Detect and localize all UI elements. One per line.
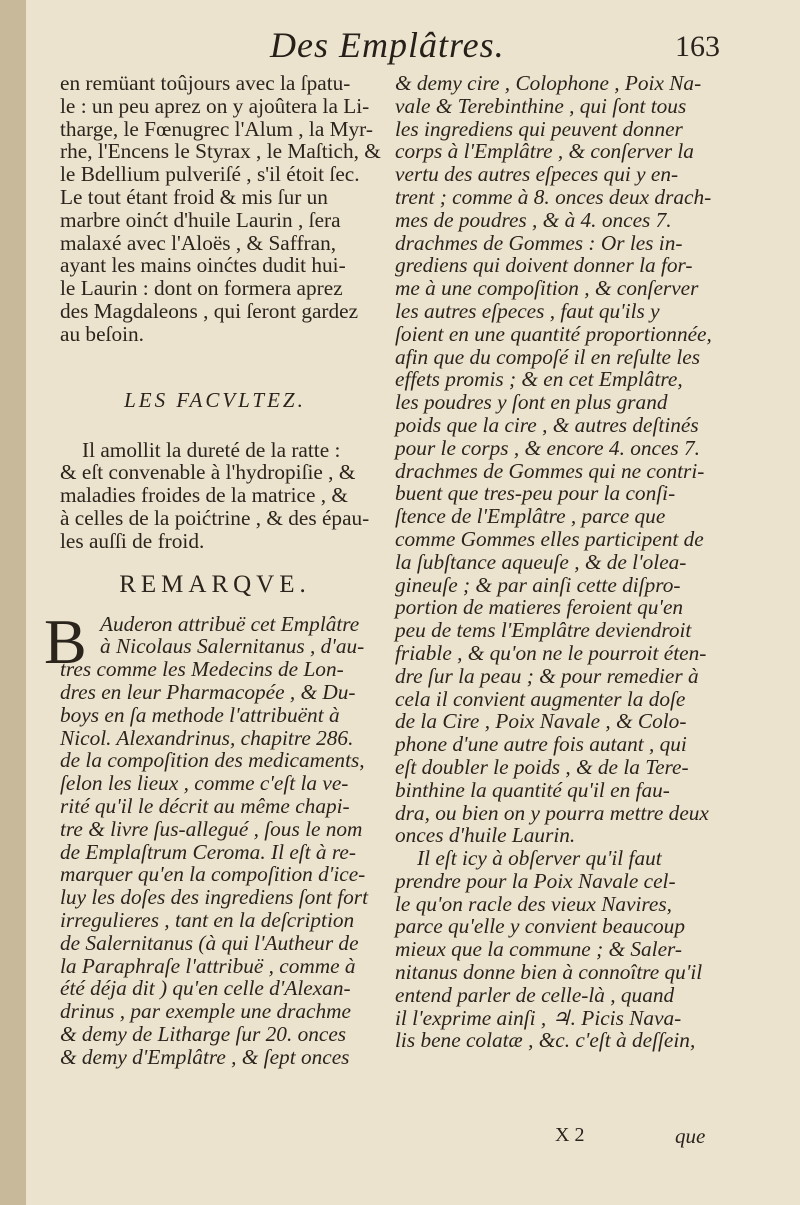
remarque-block bbox=[44, 605, 370, 1069]
text-line: lis bene colatæ , &c. c'eſt à deſſein, bbox=[395, 1028, 696, 1053]
text-line: il l'exprime ainſi , ♃. Picis Nava- bbox=[395, 1005, 682, 1030]
text-line: Le tout étant froid & mis ſur un bbox=[60, 184, 328, 209]
text-line: friable , & qu'on ne le pourroit éten- bbox=[395, 640, 707, 665]
text-line: Nicol. Alexandrinus, chapitre 286. bbox=[60, 725, 354, 750]
facultez-heading: LES FACVLTEZ. bbox=[124, 387, 306, 412]
text-line: ſtence de l'Emplâtre , parce que bbox=[395, 504, 666, 529]
text-line: les auſſi de froid. bbox=[60, 528, 205, 553]
text-line: trent ; comme à 8. onces deux drach- bbox=[395, 184, 712, 209]
text-line: & eſt convenable à l'hydropiſie , & bbox=[60, 460, 356, 485]
text-line: cela il convient augmenter la doſe bbox=[395, 686, 686, 711]
text-line: portion de matieres feroient qu'en bbox=[395, 595, 684, 620]
text-line: drachmes de Gommes : Or les in- bbox=[395, 230, 683, 255]
text-line: de la compoſition des medicaments, bbox=[60, 748, 365, 773]
text-line: drinus , par exemple une drachme bbox=[60, 999, 351, 1024]
text-line: rité qu'il le décrit au même chapi- bbox=[60, 793, 350, 818]
left-column bbox=[44, 71, 381, 1069]
text-line: de Salernitanus (à qui l'Autheur de bbox=[60, 930, 359, 955]
text-line: phone d'une autre fois autant , qui bbox=[395, 732, 687, 757]
text-line: rhe, l'Encens le Styrax , le Maſtich, & bbox=[60, 139, 381, 164]
text-line: tharge, le Fœnugrec l'Alum , la Myr- bbox=[60, 116, 373, 141]
binding-gutter bbox=[0, 0, 26, 1205]
text-line: en remüant toûjours avec la ſpatu- bbox=[60, 71, 351, 95]
text-line: afin que du compoſé il en reſulte les bbox=[395, 344, 700, 369]
remarque-paragraph bbox=[60, 613, 370, 1069]
text-line: tres comme les Medecins de Lon- bbox=[60, 657, 344, 682]
page-number: 163 bbox=[675, 30, 720, 63]
text-line: été déja dit ) qu'en celle d'Alexan- bbox=[60, 976, 351, 1001]
text-line: buent que tres-peu pour la conſi- bbox=[395, 481, 676, 506]
text-line: Auderon attribuë cet Emplâtre bbox=[100, 611, 360, 636]
text-line: gineuſe ; & par ainſi cette diſpro- bbox=[395, 572, 681, 597]
right-column bbox=[395, 72, 740, 1052]
text-line: me à une compoſition , & conſerver bbox=[395, 276, 699, 301]
text-line: les autres eſpeces , faut qu'ils y bbox=[395, 298, 660, 323]
text-line: le : un peu aprez on y ajoûtera la Li- bbox=[60, 93, 370, 118]
remarque-heading: REMARQVE. bbox=[119, 570, 311, 598]
text-line: peu de tems l'Emplâtre deviendroit bbox=[395, 618, 692, 643]
intro-paragraph bbox=[60, 71, 381, 346]
text-line: pour le corps , & encore 4. onces 7. bbox=[395, 435, 700, 460]
text-line: vertu des autres eſpeces qui y en- bbox=[395, 162, 679, 187]
text-line: tre & livre ſus-allegué , ſous le nom bbox=[60, 816, 363, 841]
text-line: prendre pour la Poix Navale cel- bbox=[395, 868, 676, 893]
text-line: dres en leur Pharmacopée , & Du- bbox=[60, 679, 356, 704]
running-head: Des Emplâtres. bbox=[270, 25, 505, 65]
text-line: de la Cire , Poix Navale , & Colo- bbox=[395, 709, 687, 734]
facultez-paragraph bbox=[60, 439, 370, 553]
text-line: parce qu'elle y convient beaucoup bbox=[395, 914, 685, 939]
right-paragraph-1 bbox=[395, 72, 740, 847]
text-line: à celles de la poićtrine , & des épau- bbox=[60, 505, 370, 530]
text-line: mieux que la commune ; & Saler- bbox=[395, 937, 682, 962]
text-line: ſoient en une quantité proportionnée, bbox=[395, 321, 712, 346]
text-line: marquer qu'en la compoſition d'ice- bbox=[60, 862, 366, 887]
text-line: la ſubſtance aqueuſe , & de l'olea- bbox=[395, 549, 687, 574]
drop-cap: B bbox=[44, 605, 87, 677]
signature-mark: X 2 bbox=[555, 1124, 585, 1146]
text-line: binthine la quantité qu'il en fau- bbox=[395, 777, 670, 802]
text-line: les poudres y ſont en plus grand bbox=[395, 390, 668, 415]
text-line: drachmes de Gommes qui ne contri- bbox=[395, 458, 705, 483]
text-line: ayant les mains oinćtes dudit hui- bbox=[60, 253, 346, 278]
text-line: dre ſur la peau ; & pour remedier à bbox=[395, 663, 699, 688]
catchword: que bbox=[675, 1124, 706, 1148]
text-line: boys en ſa methode l'attribuënt à bbox=[60, 702, 340, 727]
text-line: le qu'on racle des vieux Navires, bbox=[395, 891, 672, 916]
text-line: onces d'huile Laurin. bbox=[395, 823, 576, 848]
text-line: dra, ou bien on y pourra mettre deux bbox=[395, 800, 709, 825]
text-line: des Magdaleons , qui ſeront gardez bbox=[60, 298, 359, 323]
text-line: entend parler de celle-là , quand bbox=[395, 982, 675, 1007]
right-paragraph-2 bbox=[395, 847, 740, 1052]
text-line: le Bdellium pulveriſé , s'il étoit ſec. bbox=[60, 162, 360, 187]
text-line: eſt doubler le poids , & de la Tere- bbox=[395, 754, 689, 779]
text-line: les ingrediens qui peuvent donner bbox=[395, 116, 683, 141]
text-line: luy les doſes des ingrediens ſont fort bbox=[60, 885, 368, 910]
text-line: corps à l'Emplâtre , & conſerver la bbox=[395, 139, 694, 164]
text-line: à Nicolaus Salernitanus , d'au- bbox=[100, 634, 365, 659]
text-line: au beſoin. bbox=[60, 321, 144, 346]
text-line: marbre oinćt d'huile Laurin , ſera bbox=[60, 207, 341, 232]
text-line: ſelon les lieux , comme c'eſt la ve- bbox=[60, 771, 349, 796]
text-line: effets promis ; & en cet Emplâtre, bbox=[395, 367, 683, 392]
text-line: mes de poudres , & à 4. onces 7. bbox=[395, 207, 672, 232]
text-line: Il eſt icy à obſerver qu'il faut bbox=[417, 846, 662, 871]
text-line: de Emplaſtrum Ceroma. Il eſt à re- bbox=[60, 839, 356, 864]
text-line: vale & Terebinthine , qui ſont tous bbox=[395, 93, 687, 118]
text-line: Il amollit la dureté de la ratte : bbox=[82, 437, 341, 462]
text-line: malaxé avec l'Aloës , & Saffran, bbox=[60, 230, 337, 255]
text-line: irregulieres , tant en la deſcription bbox=[60, 907, 355, 932]
text-line: le Laurin : dont on formera aprez bbox=[60, 276, 343, 301]
text-line: comme Gommes elles participent de bbox=[395, 526, 704, 551]
text-line: & demy d'Emplâtre , & ſept onces bbox=[60, 1044, 350, 1069]
text-line: poids que la cire , & autres deſtinés bbox=[395, 412, 699, 437]
text-line: nitanus donne bien à connoître qu'il bbox=[395, 960, 703, 985]
text-line: grediens qui doivent donner la for- bbox=[395, 253, 693, 278]
text-line: & demy cire , Colophone , Poix Na- bbox=[395, 71, 702, 95]
text-line: & demy de Litharge ſur 20. onces bbox=[60, 1021, 347, 1046]
text-line: la Paraphraſe l'attribuë , comme à bbox=[60, 953, 356, 978]
text-line: maladies froides de la matrice , & bbox=[60, 483, 348, 508]
